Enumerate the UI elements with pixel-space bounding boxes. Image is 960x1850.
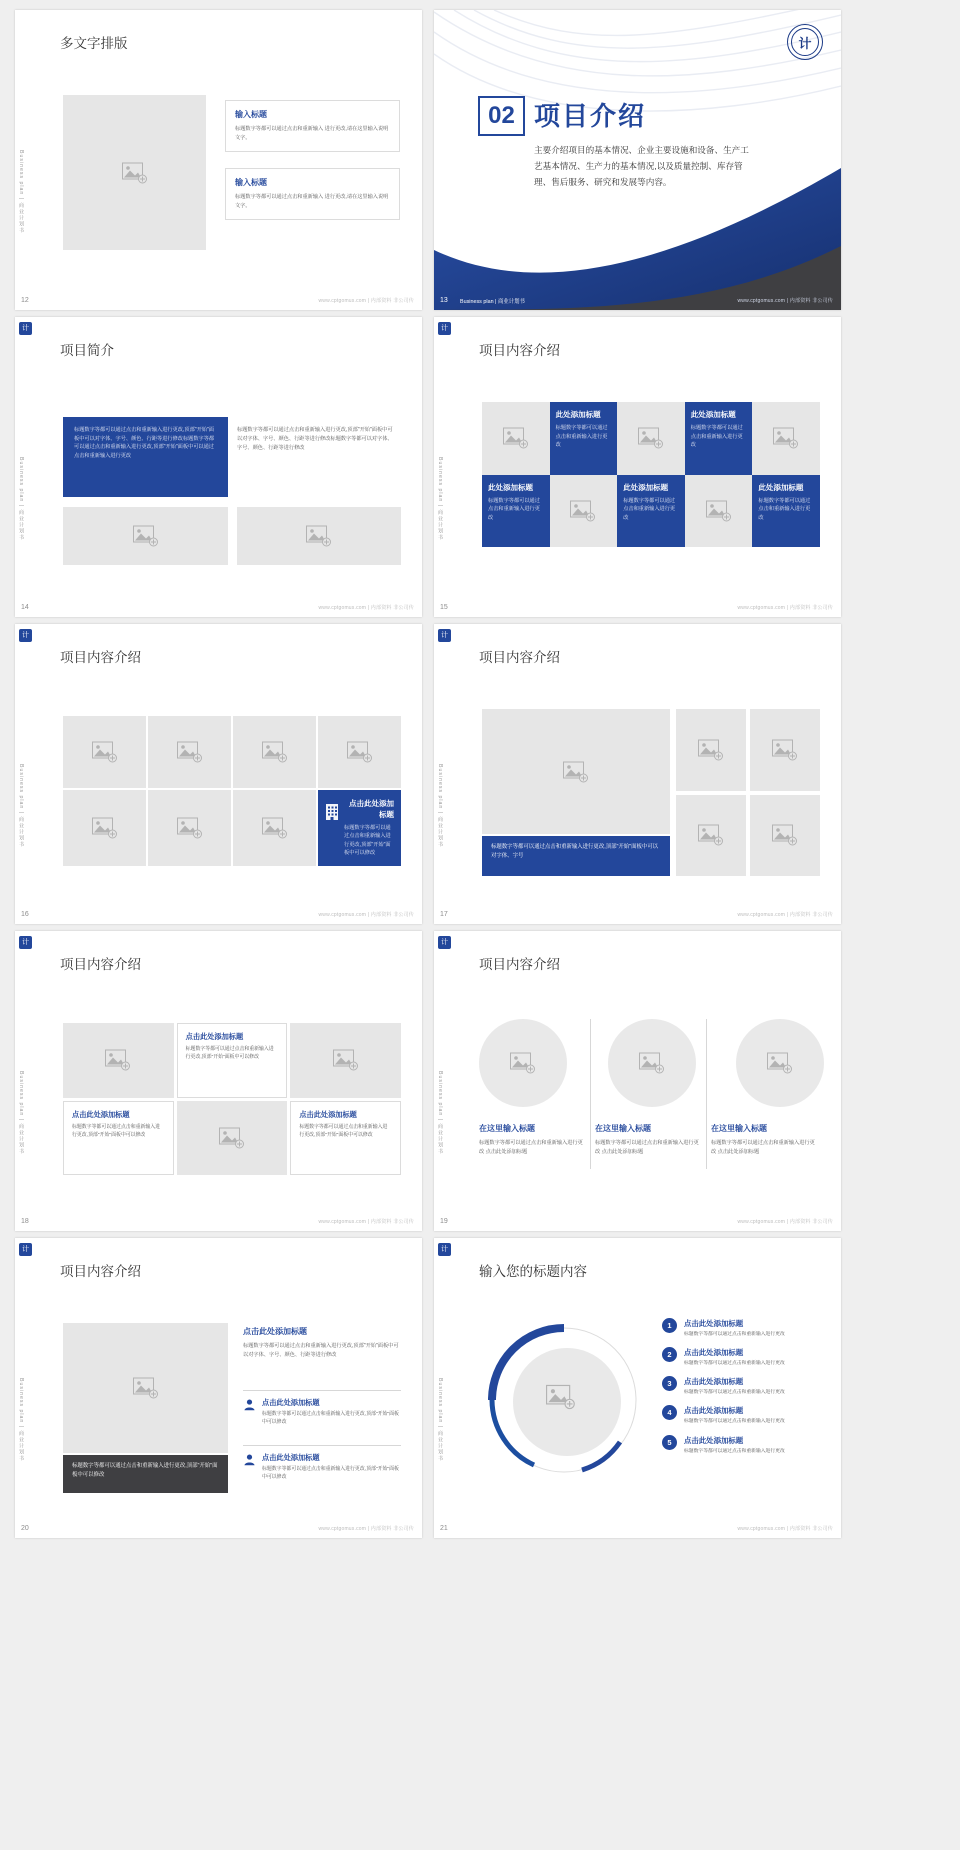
section-description: 主要介绍项目的基本情况、企业主要设施和设备、生产工艺基本情况、生产力的基本情况,以及质量控制、库存管理、售后服务、研究和发展等内容。 (534, 145, 749, 187)
column-heading: 在这里输入标题 (595, 1124, 651, 1133)
card-heading: 点击此处添加标题 (349, 798, 394, 819)
image-placeholder[interactable] (177, 1101, 288, 1176)
card-heading: 此处添加标题 (690, 410, 736, 419)
text-block[interactable] (225, 100, 400, 152)
image-placeholder-icon (333, 1050, 359, 1071)
footer-label: Business plan | 商业计划书 (460, 299, 525, 305)
slide-rail (15, 10, 37, 310)
image-placeholder-icon (639, 1053, 665, 1074)
step-number: 3 (662, 1376, 677, 1391)
rail-label: Business plan | 商业计划书 (18, 150, 24, 234)
caption-text: 标题数字等都可以通过点击和重新输入进行更改,顶部"开始"面板中可以修改 (72, 1463, 218, 1479)
image-placeholder[interactable] (685, 475, 753, 548)
page-number: 15 (440, 604, 448, 611)
block-body: 标题数字等都可以通过点击和重新输入 进行更改,请在这里输入说明文字。 (235, 194, 389, 209)
content-card[interactable] (550, 402, 618, 475)
image-placeholder-icon (503, 428, 529, 449)
text-panel-right[interactable] (231, 417, 401, 497)
page-number: 19 (440, 1218, 448, 1225)
list-item[interactable] (662, 1376, 822, 1397)
image-placeholder-icon (772, 825, 798, 846)
user-icon (243, 1398, 256, 1411)
page-title: 项目内容介绍 (479, 957, 560, 972)
page-number: 20 (21, 1525, 29, 1532)
image-placeholder-icon (570, 500, 596, 521)
image-placeholder-icon (105, 1050, 131, 1071)
footer-note: www.cptgomus.com | 内部资料 非公司传 (318, 1526, 414, 1532)
item-heading: 点击此处添加标题 (684, 1377, 744, 1387)
slide-12[interactable] (15, 10, 422, 310)
footer-note: www.cptgomus.com | 内部资料 非公司传 (737, 1219, 833, 1225)
item-heading: 点击此处添加标题 (243, 1327, 307, 1336)
item-body: 标题数字等都可以通过点击和重新输入进行更改 (684, 1361, 785, 1367)
image-placeholder[interactable] (676, 709, 746, 791)
page-title: 项目内容介绍 (479, 343, 560, 358)
image-placeholder[interactable] (63, 507, 228, 565)
step-number: 1 (662, 1318, 677, 1333)
rail-badge-icon: 计 (19, 1243, 32, 1256)
footer-note: www.cptgomus.com | 内部资料 非公司传 (737, 298, 833, 304)
item-heading: 点击此处添加标题 (262, 1453, 320, 1462)
rail-badge-icon: 计 (438, 936, 451, 949)
column-heading: 在这里输入标题 (479, 1124, 535, 1133)
image-placeholder-icon (306, 526, 332, 547)
panel-body: 标题数字等都可以通过点击和重新输入进行更改,顶部"开始"面板中可以对字体、字号、颜色、行距等进行修改标题数字等都可以通过点击和重新输入进行更改,顶部"开始"面板中可以通过点击和重新输入进行更改 (74, 427, 215, 459)
image-placeholder[interactable] (63, 95, 206, 250)
page-number: 21 (440, 1525, 448, 1532)
image-placeholder-icon (698, 739, 724, 760)
image-placeholder-icon (706, 500, 732, 521)
page-title: 多文字排版 (60, 36, 128, 51)
image-placeholder[interactable] (148, 716, 231, 788)
content-card[interactable] (685, 402, 753, 475)
image-placeholder-icon (262, 741, 288, 762)
company-seal-icon (787, 24, 823, 60)
item-body: 标题数字等都可以通过点击和重新输入进行更改,顶部"开始"面板中可以修改 (262, 1412, 399, 1426)
slide-21[interactable] (434, 1238, 841, 1538)
item-divider (243, 1390, 401, 1391)
image-placeholder[interactable] (676, 795, 746, 877)
item-body: 标题数字等都可以通过点击和重新输入进行更改 (684, 1448, 785, 1454)
footer-note: www.cptgomus.com | 内部资料 非公司传 (737, 1526, 833, 1532)
item-body: 标题数字等都可以通过点击和重新输入进行更改 (684, 1390, 785, 1396)
image-placeholder-icon (177, 741, 203, 762)
content-card[interactable] (63, 1101, 174, 1176)
image-placeholder[interactable] (750, 709, 820, 791)
image-placeholder[interactable] (608, 1019, 696, 1107)
column-body: 标题数字等都可以通过点击和重新输入进行更改 点击此处添加标题 (479, 1140, 583, 1155)
slide-19[interactable] (434, 931, 841, 1231)
slide-rail (434, 1238, 456, 1538)
image-placeholder-icon (133, 526, 159, 547)
image-placeholder-icon (219, 1127, 245, 1148)
rail-badge-icon: 计 (19, 629, 32, 642)
rail-label: Business plan | 商业计划书 (18, 457, 24, 541)
image-placeholder-icon (773, 428, 799, 449)
slide-rail (15, 317, 37, 617)
image-placeholder[interactable] (482, 402, 550, 475)
page-number: 18 (21, 1218, 29, 1225)
image-placeholder[interactable] (63, 1023, 174, 1098)
item-divider (243, 1445, 401, 1446)
column-block[interactable] (595, 1123, 700, 1157)
slide-rail (15, 931, 37, 1231)
image-placeholder[interactable] (237, 507, 401, 565)
card-heading: 此处添加标题 (488, 482, 533, 492)
image-placeholder-icon (347, 741, 373, 762)
content-card[interactable] (177, 1023, 288, 1098)
rail-badge-icon: 计 (19, 936, 32, 949)
card-body: 标题数字等都可以通过点击和重新输入进行更改 (623, 497, 676, 521)
image-placeholder-main[interactable] (482, 709, 670, 834)
image-placeholder[interactable] (233, 716, 316, 788)
page-title: 输入您的标题内容 (479, 1264, 587, 1279)
image-placeholder[interactable] (736, 1019, 824, 1107)
card-heading: 此处添加标题 (623, 482, 669, 492)
text-panel-left[interactable] (63, 417, 228, 497)
slide-17[interactable] (434, 624, 841, 924)
image-placeholder-icon (177, 817, 203, 838)
content-card[interactable] (752, 475, 820, 548)
card-body: 标题数字等都可以通过点击和重新输入进行更改 (488, 497, 540, 521)
rail-label: Business plan | 商业计划书 (437, 457, 443, 541)
page-number: 14 (21, 604, 29, 611)
footer-note: www.cptgomus.com | 内部资料 非公司传 (318, 605, 414, 611)
image-placeholder[interactable] (479, 1019, 567, 1107)
image-placeholder[interactable] (550, 475, 618, 548)
rail-badge-icon: 计 (438, 1243, 451, 1256)
caption-panel[interactable] (63, 1455, 228, 1493)
column-heading: 在这里输入标题 (711, 1124, 767, 1133)
page-title: 项目内容介绍 (479, 650, 560, 665)
image-placeholder[interactable] (233, 790, 316, 866)
block-body: 标题数字等都可以通过点击和重新输入 进行更改,请在这里输入说明文字。 (235, 126, 389, 141)
page-number: 17 (440, 911, 448, 918)
item-heading: 点击此处添加标题 (684, 1406, 744, 1416)
image-placeholder-icon (698, 825, 724, 846)
card-body: 标题数字等都可以通过点击和重新输入进行更改 (758, 497, 811, 521)
list-item[interactable] (662, 1347, 822, 1368)
footer-note: www.cptgomus.com | 内部资料 非公司传 (318, 912, 414, 918)
image-placeholder[interactable] (63, 1323, 228, 1453)
step-number: 5 (662, 1435, 677, 1450)
building-icon (325, 801, 339, 821)
column-block[interactable] (711, 1123, 816, 1157)
item-heading: 点击此处添加标题 (684, 1435, 744, 1445)
image-placeholder-icon (510, 1053, 536, 1074)
list-item[interactable] (662, 1435, 822, 1456)
rail-label: Business plan | 商业计划书 (437, 764, 443, 848)
block-heading: 输入标题 (235, 178, 267, 187)
image-placeholder[interactable] (63, 716, 146, 788)
image-placeholder-icon (92, 741, 118, 762)
image-placeholder[interactable] (750, 795, 820, 877)
list-item[interactable] (662, 1318, 822, 1339)
page-number: 13 (440, 297, 448, 304)
item-body: 标题数字等都可以通过点击和重新输入进行更改 (684, 1332, 785, 1337)
user-icon (243, 1453, 256, 1466)
card-body: 标题数字等都可以通过点击和重新输入进行更改,顶部"开始"面板中可以修改 (344, 824, 391, 857)
slide-rail (434, 624, 456, 924)
slide-rail (15, 624, 37, 924)
slide-rail (434, 317, 456, 617)
rail-badge-icon: 计 (438, 629, 451, 642)
image-placeholder-icon (122, 162, 148, 183)
step-number: 2 (662, 1347, 677, 1362)
seal-text: 计 (798, 35, 812, 51)
image-placeholder-icon (262, 817, 288, 838)
rail-label: Business plan | 商业计划书 (18, 764, 24, 848)
rail-label: Business plan | 商业计划书 (437, 1071, 443, 1155)
page-title: 项目内容介绍 (60, 1264, 141, 1279)
item-body: 标题数字等都可以通过点击和重新输入进行更改,顶部"开始"面板中可以对字体、字号、颜色、行距等进行修改 (243, 1343, 399, 1358)
slide-rail (15, 1238, 37, 1538)
panel-body: 标题数字等都可以通过点击和重新输入进行更改,顶部"开始"面板中可以对字体、字号、颜色、行距等进行修改标题数字等都可以对字体、字号、颜色、行距等进行修改 (237, 427, 393, 451)
image-placeholder[interactable] (617, 402, 685, 475)
block-heading: 输入标题 (235, 110, 267, 119)
image-placeholder[interactable] (752, 402, 820, 475)
slide-14[interactable] (15, 317, 422, 617)
card-body: 标题数字等都可以通过点击和重新输入进行更改,顶部"开始"面板中可以修改 (72, 1124, 161, 1138)
column-body: 标题数字等都可以通过点击和重新输入进行更改 点击此处添加标题 (711, 1140, 815, 1155)
column-body: 标题数字等都可以通过点击和重新输入进行更改 点击此处添加标题 (595, 1140, 699, 1155)
text-block[interactable] (225, 168, 400, 220)
item-block[interactable] (243, 1398, 401, 1428)
content-card[interactable] (617, 475, 685, 548)
item-block[interactable] (243, 1326, 401, 1360)
section-title: 项目介绍 (534, 101, 647, 131)
image-placeholder[interactable] (148, 790, 231, 866)
slide-16[interactable] (15, 624, 422, 924)
slide-13[interactable] (434, 10, 841, 310)
image-placeholder-icon (767, 1053, 793, 1074)
list-item[interactable] (662, 1405, 822, 1426)
footer-note: www.cptgomus.com | 内部资料 非公司传 (737, 605, 833, 611)
card-body: 标题数字等都可以通过点击和重新输入进行更改 (690, 425, 743, 449)
image-placeholder[interactable] (290, 1023, 401, 1098)
card-body: 标题数字等都可以通过点击和重新输入进行更改,顶部"开始"面板中可以修改 (299, 1124, 388, 1138)
rail-badge-icon: 计 (19, 322, 32, 335)
page-number: 16 (21, 911, 29, 918)
item-heading: 点击此处添加标题 (262, 1398, 320, 1407)
content-card[interactable] (482, 475, 550, 548)
rail-badge-icon: 计 (438, 322, 451, 335)
card-heading: 此处添加标题 (555, 410, 601, 419)
image-placeholder[interactable] (318, 716, 401, 788)
slide-15[interactable] (434, 317, 841, 617)
rail-label: Business plan | 商业计划书 (18, 1378, 24, 1462)
image-placeholder-icon (563, 761, 589, 782)
item-heading: 点击此处添加标题 (684, 1348, 744, 1358)
caption-panel[interactable] (482, 836, 670, 876)
image-placeholder-icon (772, 739, 798, 760)
footer-note: www.cptgomus.com | 内部资料 非公司传 (318, 1219, 414, 1225)
rail-label: Business plan | 商业计划书 (18, 1071, 24, 1155)
item-heading: 点击此处添加标题 (684, 1319, 744, 1328)
image-placeholder-icon (133, 1378, 159, 1399)
image-placeholder[interactable] (63, 790, 146, 866)
card-heading: 点击此处添加标题 (72, 1109, 130, 1119)
slide-20[interactable] (15, 1238, 422, 1538)
column-block[interactable] (479, 1123, 584, 1157)
item-body: 标题数字等都可以通过点击和重新输入进行更改 (684, 1419, 785, 1425)
item-block[interactable] (243, 1453, 401, 1483)
page-number: 12 (21, 297, 29, 304)
step-number: 4 (662, 1405, 677, 1420)
card-heading: 点击此处添加标题 (185, 1032, 244, 1041)
card-heading: 点击此处添加标题 (299, 1109, 357, 1119)
footer-note: www.cptgomus.com | 内部资料 非公司传 (318, 298, 414, 304)
slide-18[interactable] (15, 931, 422, 1231)
image-placeholder-icon (638, 428, 664, 449)
page-title: 项目简介 (60, 343, 114, 358)
caption-text: 标题数字等都可以通过点击和重新输入进行更改,顶部"开始"面板中可以对字体、字号 (491, 844, 659, 859)
content-card[interactable] (318, 790, 401, 866)
image-placeholder-icon (92, 817, 118, 838)
card-body: 标题数字等都可以通过点击和重新输入进行更改,顶部"开始"面板中可以修改 (185, 1047, 274, 1061)
card-body: 标题数字等都可以通过点击和重新输入进行更改 (555, 425, 608, 449)
slide-rail (434, 931, 456, 1231)
content-card[interactable] (290, 1101, 401, 1176)
card-heading: 此处添加标题 (758, 482, 804, 492)
image-placeholder-icon (546, 1384, 576, 1410)
section-number: 02 (478, 96, 525, 136)
rail-label: Business plan | 商业计划书 (437, 1378, 443, 1462)
footer-note: www.cptgomus.com | 内部资料 非公司传 (737, 912, 833, 918)
page-title: 项目内容介绍 (60, 650, 141, 665)
page-title: 项目内容介绍 (60, 957, 141, 972)
item-body: 标题数字等都可以通过点击和重新输入进行更改,顶部"开始"面板中可以修改 (262, 1467, 399, 1481)
